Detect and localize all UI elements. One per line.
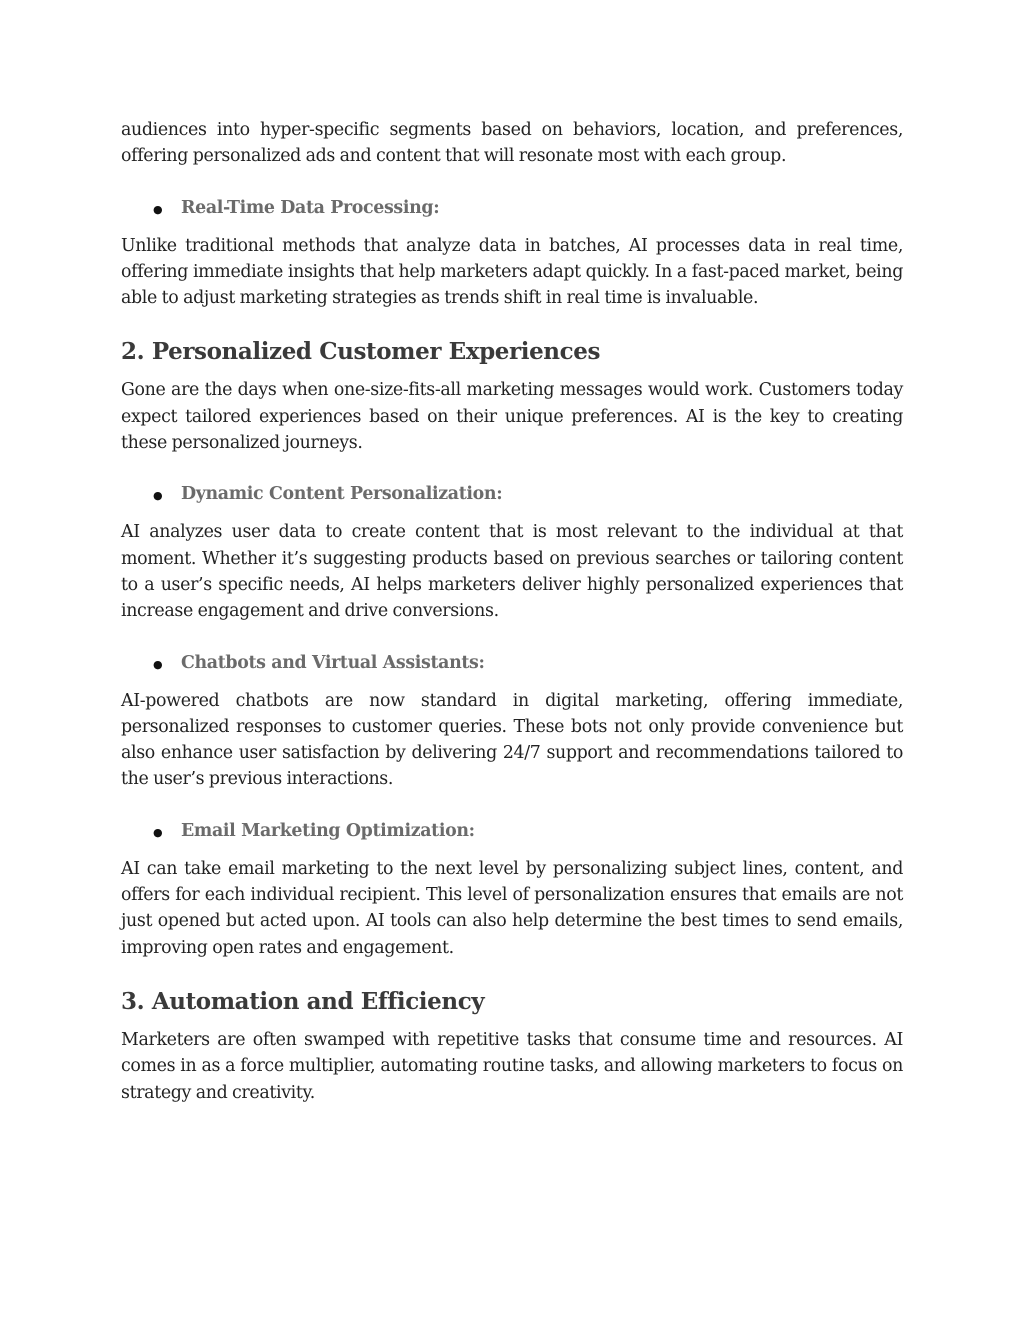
- section-heading-automation-and-efficiency: 3. Automation and Efficiency: [121, 987, 485, 1015]
- section2-paragraph: Gone are the days when one-size-fits-all marketing messages would work. Customers today expect tailored experiences based on their unique preferences. AI is the key to creating these personalized journeys.: [121, 380, 903, 454]
- dynamic-content-paragraph: AI analyzes user data to create content that is most relevant to the individual at that moment. Whether it’s suggesting products based on previous searches or tailoring content to a user’s specific needs, AI helps marketers deliver highly personalized experiences that increase engagement and drive conversions.: [121, 522, 903, 622]
- real-time-paragraph: Unlike traditional methods that analyze data in batches, AI processes data in real time, offering immediate insights that help marketers adapt quickly. In a fast-paced market, being able to adjust marketing strategies as trends shift in real time is invaluable.: [121, 235, 903, 309]
- bullet-chatbots-and-virtual-assistants: [121, 650, 903, 678]
- section3-paragraph: Marketers are often swamped with repetitive tasks that consume time and resources. AI comes in as a force multiplier, automating routine tasks, and allowing marketers to focus on strategy and creativity.: [121, 1029, 903, 1103]
- intro-paragraph: audiences into hyper-specific segments based on behaviors, location, and preferences, offering personalized ads and content that will resonate most with each group.: [121, 120, 903, 167]
- bullet-dot-icon: ●: [153, 202, 163, 216]
- email-marketing-paragraph: AI can take email marketing to the next level by personalizing subject lines, content, and offers for each individual recipient. This level of personalization ensures that emails are not just opened but acted upon. AI tools can also help determine the best times to send emails, improving open rates and engagement.: [121, 858, 903, 958]
- bullet-dot-icon: ●: [153, 657, 163, 671]
- bullet-label: Real-Time Data Processing:: [181, 197, 440, 218]
- bullet-dynamic-content-personalization: [121, 481, 903, 509]
- bullet-label: Email Marketing Optimization:: [181, 820, 475, 841]
- bullet-label: Chatbots and Virtual Assistants:: [181, 652, 485, 673]
- bullet-email-marketing-optimization: [121, 818, 903, 846]
- bullet-dot-icon: ●: [153, 825, 163, 839]
- section-heading-personalized-customer-experiences: 2. Personalized Customer Experiences: [121, 338, 601, 366]
- bullet-label: Dynamic Content Personalization:: [181, 484, 503, 505]
- chatbots-paragraph: AI-powered chatbots are now standard in digital marketing, offering immediate, personalized responses to customer queries. These bots not only provide convenience but also enhance user satisfaction by delivering 24/7 support and recommendations tailored to the user’s previous interactions.: [121, 690, 903, 790]
- bullet-real-time-data-processing: [121, 195, 903, 223]
- bullet-dot-icon: ●: [153, 489, 163, 503]
- document-page: [121, 117, 903, 1106]
